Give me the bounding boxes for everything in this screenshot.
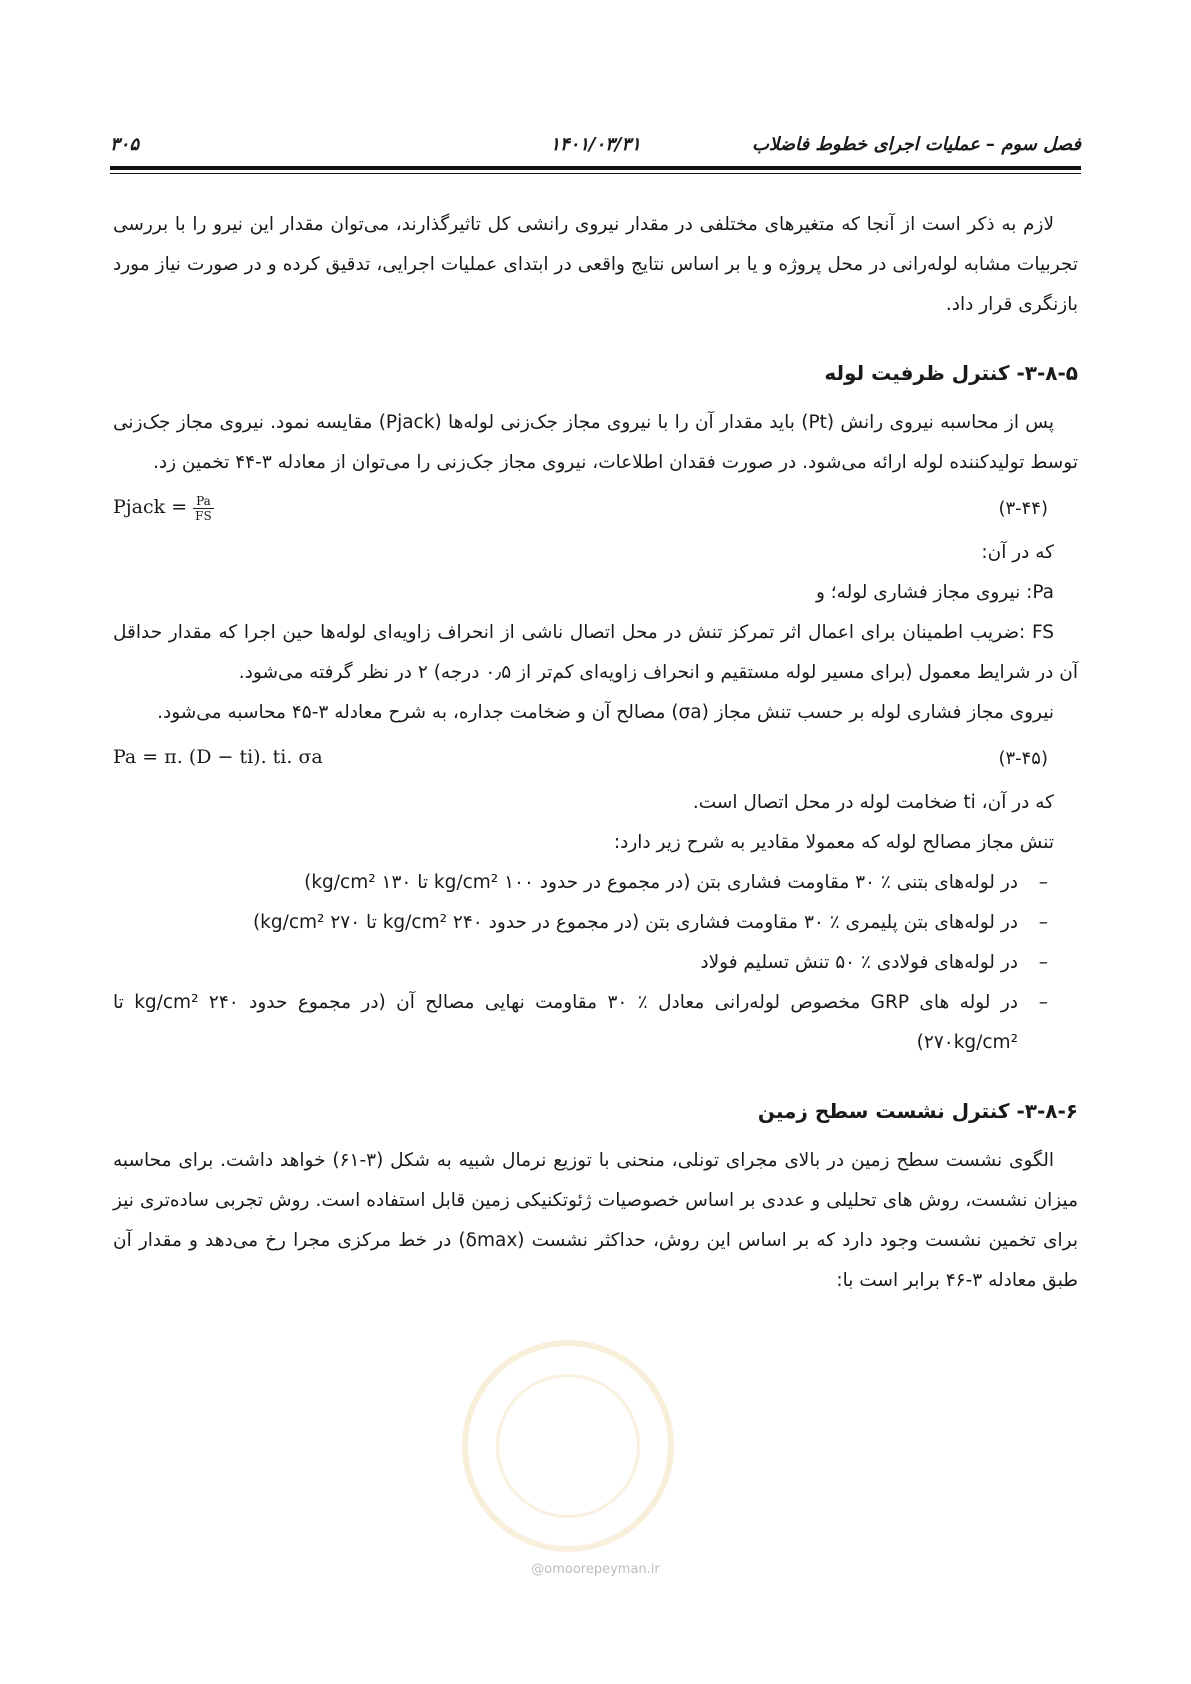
where-label: که در آن: (981, 542, 1054, 563)
watermark-url: @omoorepeyman.ir (531, 1562, 660, 1577)
watermark-inner-ring (496, 1374, 640, 1518)
where-thickness: که در آن، ti ضخامت لوله در محل اتصال است. (692, 792, 1054, 813)
equation-44-fraction (193, 494, 214, 523)
bullet-dash: – (1038, 992, 1048, 1013)
definition-fs: FS :ضریب اطمینان برای اعمال اثر تمرکز تنش در محل اتصال ناشی از انحراف زاویه‌ای لوله‌ها حین اجرا که مقدار حداقل آن در شرایط معمول (برای مسیر لوله مستقیم و انحراف زاویه‌ای کم‌تر از ۰٫۵ درجه) ۲ در نظر گرفته می‌شود. (113, 622, 1078, 683)
list-item: – در لوله های GRP مخصوص لوله‌رانی معادل ٪ ۳۰ مقاومت نهایی مصالح آن (در مجموع حدود ۲۴۰ kg/cm² تا ۲۷۰kg/cm²) (113, 983, 1078, 1063)
paragraph-intro: لازم به ذکر است از آنجا که متغیرهای مختلفی در مقدار نیروی رانشی کل تاثیرگذارند، می‌توان مقدار این نیرو را با بررسی تجربیات مشابه لوله‌رانی در محل پروژه و یا بر اساس نتایج واقعی در ابتدای عملیات اجرایی، تدقیق کرده و در صورت نیاز مورد بازنگری قرار داد. (113, 214, 1078, 315)
equation-44-number: (۳-۴۴) (998, 498, 1048, 519)
equation-44-formula (113, 487, 214, 527)
equation-45 (113, 733, 1078, 783)
page-number: ۳۰۵ (110, 134, 140, 155)
bullet-dash: – (1038, 872, 1048, 893)
section-heading-pipe-capacity: ۳-۸-۵- کنترل ظرفیت لوله (824, 361, 1078, 385)
header-date: ۱۴۰۱/۰۳/۳۱ (550, 134, 641, 155)
watermark-seal (462, 1340, 674, 1552)
list-item: – در لوله‌های بتن پلیمری ٪ ۳۰ مقاومت فشاری بتن (در مجموع در حدود ۲۴۰ kg/cm² تا ۲۷۰ kg/cm²) (113, 903, 1078, 943)
paragraph-settlement: الگوی نشست سطح زمین در بالای مجرای تونلی، منحنی با توزیع نرمال شبیه به شکل (۳-۶۱) خواهد داشت. برای محاسبه میزان نشست، روش های تحلیلی و عددی بر اساس خصوصیات ژئوتکنیکی زمین قابل استفاده است. روش تجربی ساده‌تری نیز برای تخمین نشست وجود دارد که بر اساس این روش، حداکثر نشست (δmax) در خط مرکزی مجرا رخ می‌دهد و مقدار آن طبق معادله ۳-۴۶ برابر است با: (113, 1150, 1078, 1291)
equation-44 (113, 483, 1078, 533)
page-body (113, 205, 1078, 1301)
equation-44-lhs: Pjack = (113, 496, 194, 518)
equation-45-formula: Pa = π. (D − ti). ti. σa (113, 746, 323, 768)
paragraph-jacking-force: پس از محاسبه نیروی رانش (Pt) باید مقدار آن را با نیروی مجاز جک‌زنی لوله‌ها (Pjack) مقایسه نمود. نیروی مجاز جک‌زنی توسط تولیدکننده لوله ارائه می‌شود. در صورت فقدان اطلاعات، نیروی مجاز جک‌زنی را می‌توان از معادله ۳-۴۴ تخمین زد. (113, 412, 1078, 473)
list-item: – در لوله‌های فولادی ٪ ۵۰ تنش تسلیم فولاد (113, 943, 1078, 983)
section-heading-settlement: ۳-۸-۶- کنترل نشست سطح زمین (757, 1099, 1078, 1123)
list-item: – در لوله‌های بتنی ٪ ۳۰ مقاومت فشاری بتن (در مجموع در حدود ۱۰۰ kg/cm² تا ۱۳۰ kg/cm²) (113, 863, 1078, 903)
definition-pa: Pa: نیروی مجاز فشاری لوله؛ و (815, 582, 1054, 603)
header-rule-thin (110, 173, 1081, 174)
bullet-dash: – (1038, 912, 1048, 933)
page-header (110, 128, 1081, 164)
equation-44-denominator: FS (195, 508, 212, 523)
bullet-dash: – (1038, 952, 1048, 973)
paragraph-allowable-force: نیروی مجاز فشاری لوله بر حسب تنش مجاز (σa) مصالح آن و ضخامت جداره، به شرح معادله ۳-۴۵ محاسبه می‌شود. (157, 702, 1054, 723)
stress-intro: تنش مجاز مصالح لوله که معمولا مقادیر به شرح زیر دارد: (613, 832, 1054, 853)
equation-44-numerator: Pa (193, 494, 214, 509)
equation-45-number: (۳-۴۵) (998, 748, 1048, 769)
header-rule-thick (110, 166, 1081, 170)
chapter-title: فصل سوم – عملیات اجرای خطوط فاضلاب (752, 134, 1081, 155)
